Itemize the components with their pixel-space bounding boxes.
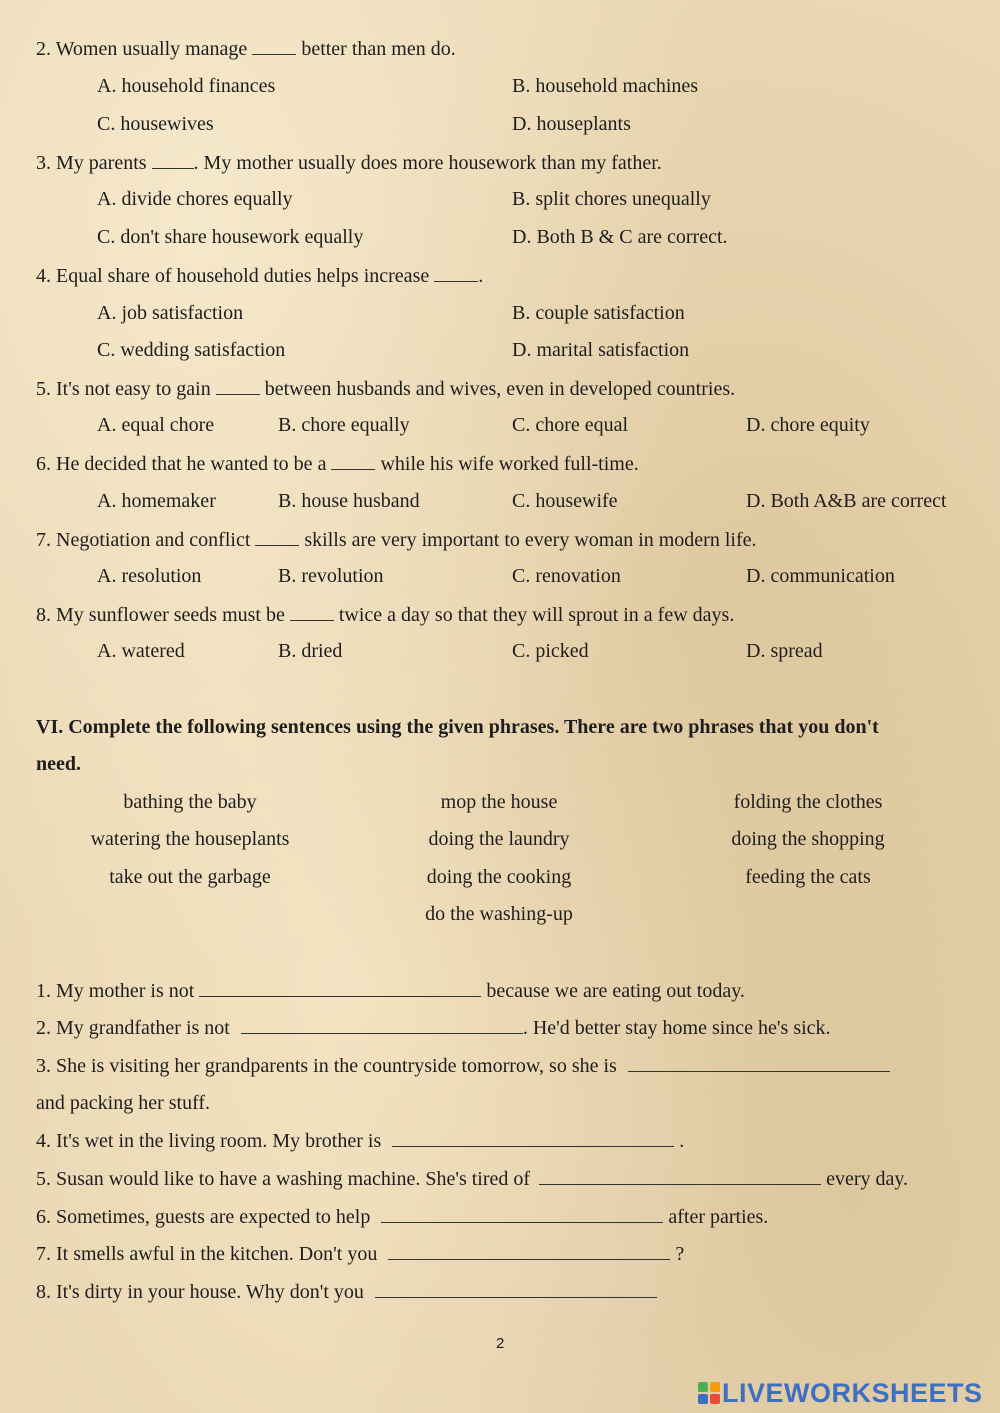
- answer-blank[interactable]: [152, 150, 194, 169]
- sentence-6: 6. Sometimes, guests are expected to help after parties.: [36, 1206, 769, 1228]
- liveworksheets-logo: [698, 1378, 983, 1408]
- option-a[interactable]: A. equal chore: [97, 414, 215, 436]
- option-a[interactable]: A. divide chores equally: [97, 188, 293, 210]
- answer-blank[interactable]: [290, 602, 334, 621]
- option-b[interactable]: B. chore equally: [278, 414, 410, 436]
- answer-blank[interactable]: [255, 527, 299, 546]
- phrase: feeding the cats: [745, 866, 871, 888]
- option-d[interactable]: D. houseplants: [512, 113, 631, 135]
- phrase: mop the house: [440, 791, 558, 813]
- sentence-5: 5. Susan would like to have a washing machine. She's tired of every day.: [36, 1168, 909, 1190]
- answer-blank[interactable]: [388, 1241, 670, 1260]
- phrase: folding the clothes: [733, 791, 883, 813]
- option-b[interactable]: B. couple satisfaction: [512, 302, 685, 324]
- question-8: 8. My sunflower seeds must be twice a day so that they will sprout in a few days.: [36, 604, 735, 626]
- phrase: do the washing-up: [425, 903, 573, 925]
- section-heading: VI. Complete the following sentences using the given phrases. There are two phrases that you don't: [36, 716, 879, 738]
- option-d[interactable]: D. marital satisfaction: [512, 339, 690, 361]
- sentence-3: 3. She is visiting her grandparents in the countryside tomorrow, so she is: [36, 1053, 890, 1078]
- option-c[interactable]: C. chore equal: [512, 414, 629, 436]
- option-c[interactable]: C. housewives: [97, 113, 214, 135]
- answer-blank[interactable]: [375, 1279, 657, 1298]
- answer-blank[interactable]: [434, 263, 478, 282]
- option-d[interactable]: D. chore equity: [746, 414, 870, 436]
- answer-blank[interactable]: [381, 1204, 663, 1223]
- option-d[interactable]: D. Both B & C are correct.: [512, 226, 728, 248]
- sentence-3-continued: and packing her stuff.: [36, 1092, 211, 1114]
- answer-blank[interactable]: [241, 1015, 523, 1034]
- sentence-7: 7. It smells awful in the kitchen. Don't you ?: [36, 1243, 685, 1265]
- phrase: take out the garbage: [109, 866, 271, 888]
- sentence-2: 2. My grandfather is not . He'd better stay home since he's sick.: [36, 1017, 831, 1039]
- sentence-8: 8. It's dirty in your house. Why don't you: [36, 1279, 657, 1304]
- option-a[interactable]: A. watered: [97, 640, 185, 662]
- answer-blank[interactable]: [252, 36, 296, 55]
- question-3: 3. My parents . My mother usually does more housework than my father.: [36, 152, 662, 174]
- option-b[interactable]: B. dried: [278, 640, 343, 662]
- question-6: 6. He decided that he wanted to be a while his wife worked full-time.: [36, 453, 639, 475]
- option-a[interactable]: A. homemaker: [97, 490, 216, 512]
- option-b[interactable]: B. household machines: [512, 75, 699, 97]
- answer-blank[interactable]: [392, 1128, 674, 1147]
- option-c[interactable]: C. wedding satisfaction: [97, 339, 286, 361]
- option-c[interactable]: C. housewife: [512, 490, 618, 512]
- option-c[interactable]: C. picked: [512, 640, 589, 662]
- question-5: 5. It's not easy to gain between husbands and wives, even in developed countries.: [36, 378, 736, 400]
- question-4: 4. Equal share of household duties helps increase .: [36, 265, 484, 287]
- question-7: 7. Negotiation and conflict skills are very important to every woman in modern life.: [36, 529, 757, 551]
- phrase: doing the cooking: [426, 866, 572, 888]
- phrase: bathing the baby: [123, 791, 257, 813]
- option-d[interactable]: D. Both A&B are correct: [746, 490, 947, 512]
- option-b[interactable]: B. revolution: [278, 565, 384, 587]
- option-b[interactable]: B. split chores unequally: [512, 188, 711, 210]
- section-heading-continued: need.: [36, 753, 81, 775]
- page-number: 2: [496, 1335, 505, 1352]
- phrase: doing the laundry: [428, 828, 570, 850]
- answer-blank[interactable]: [331, 451, 375, 470]
- sentence-4: 4. It's wet in the living room. My brother is .: [36, 1130, 685, 1152]
- answer-blank[interactable]: [199, 978, 481, 997]
- logo-text: LIVEWORKSHEETS: [722, 1378, 983, 1408]
- question-2: 2. Women usually manage better than men do.: [36, 38, 456, 60]
- phrase: watering the houseplants: [90, 828, 290, 850]
- sentence-1: 1. My mother is not because we are eating out today.: [36, 980, 745, 1002]
- option-d[interactable]: D. communication: [746, 565, 895, 587]
- option-a[interactable]: A. household finances: [97, 75, 276, 97]
- option-c[interactable]: C. don't share housework equally: [97, 226, 364, 248]
- option-c[interactable]: C. renovation: [512, 565, 621, 587]
- liveworksheets-logo-icon: [698, 1382, 720, 1404]
- phrase: doing the shopping: [731, 828, 885, 850]
- answer-blank[interactable]: [216, 376, 260, 395]
- option-b[interactable]: B. house husband: [278, 490, 420, 512]
- option-d[interactable]: D. spread: [746, 640, 823, 662]
- answer-blank[interactable]: [539, 1166, 821, 1185]
- option-a[interactable]: A. resolution: [97, 565, 202, 587]
- answer-blank[interactable]: [628, 1053, 890, 1072]
- option-a[interactable]: A. job satisfaction: [97, 302, 244, 324]
